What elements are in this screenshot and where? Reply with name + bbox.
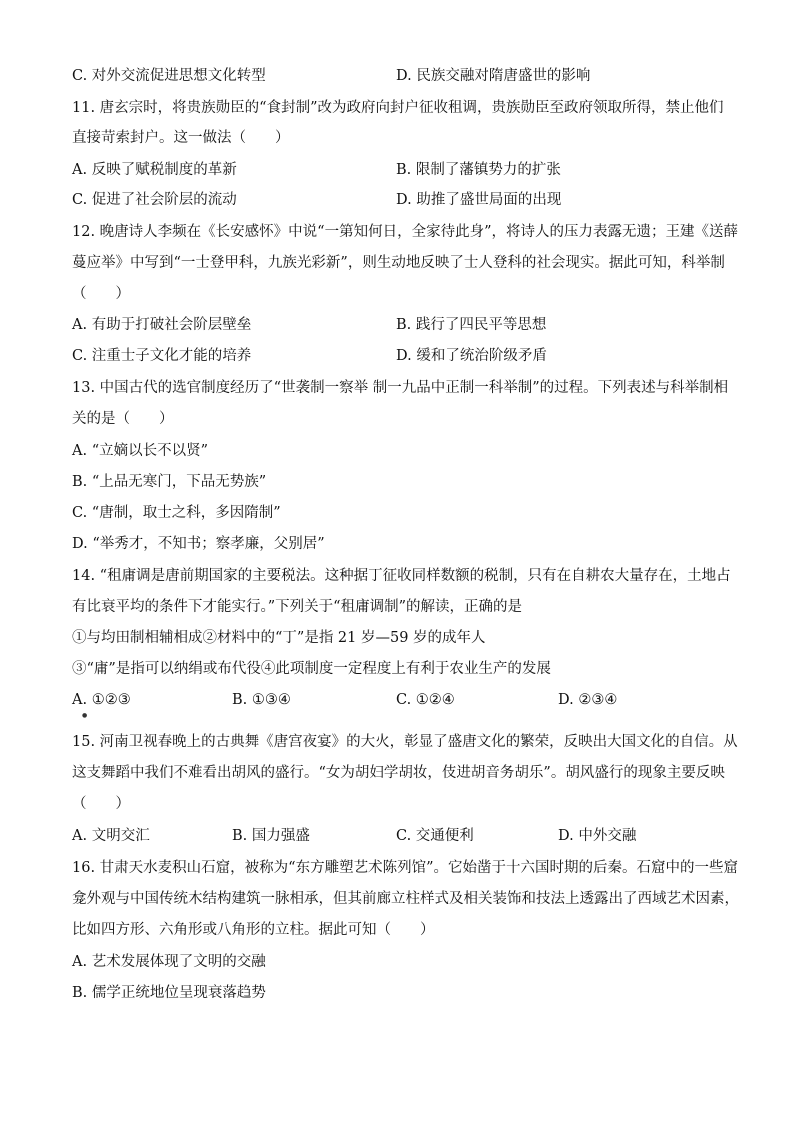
question-14-stem-line-3: ①与均田制相辅相成②材料中的“丁”是指 21 岁—59 岁的成年人 xyxy=(72,630,486,646)
question-14-option-d: D. ②③④ xyxy=(558,692,618,708)
question-11-option-d: D. 助推了盛世局面的出现 xyxy=(396,192,562,208)
question-12-option-d: D. 缓和了统治阶级矛盾 xyxy=(396,348,547,364)
question-15-option-d: D. 中外交融 xyxy=(558,828,637,844)
question-15-option-a: A. 文明交汇 xyxy=(72,828,150,844)
question-12-option-a: A. 有助于打破社会阶层壁垒 xyxy=(72,317,252,333)
question-15-stem-line-2: 这支舞蹈中我们不难看出胡风的盛行。“女为胡妇学胡妆，伎进胡音务胡乐”。胡风盛行的现象主要反映 xyxy=(72,765,725,781)
question-16-option-a: A. 艺术发展体现了文明的交融 xyxy=(72,954,266,970)
question-11-option-b: B. 限制了藩镇势力的扩张 xyxy=(396,162,561,178)
question-16-stem-line-3: 比如四方形、六角形或八角形的立柱。据此可知（ ） xyxy=(72,922,435,938)
option-d: D. 民族交融对隋唐盛世的影响 xyxy=(396,68,591,84)
question-13-stem-line-1: 13. 中国古代的选官制度经历了“世袭制一察举 制一九品中正制一科举制”的过程。下列表述与科举制相 xyxy=(72,380,729,396)
question-15-option-c: C. 交通便利 xyxy=(396,828,474,844)
question-14-stem-line-4: ③“庸”是指可以纳绢或布代役④此项制度一定程度上有利于农业生产的发展 xyxy=(72,661,551,677)
question-12-stem-line-2: 蔓应举》中写到“一士登甲科，九族光彩新”，则生动地反映了士人登科的社会现实。据此可知，科举制 xyxy=(72,255,725,271)
question-15-stem-line-1: 15. 河南卫视春晚上的古典舞《唐宫夜宴》的大火，彰显了盛唐文化的繁荣，反映出大国文化的自信。从 xyxy=(72,734,738,750)
question-15-stem-line-3: （ ） xyxy=(72,796,130,812)
question-14-option-a: A. ①②③ xyxy=(72,692,131,708)
question-14-stem-line-1: 14. “租庸调是唐前期国家的主要税法。这种据丁征收同样数额的税制，只有在自耕农大量存在，土地占 xyxy=(72,568,731,584)
question-12-option-b: B. 践行了四民平等思想 xyxy=(396,317,547,333)
question-15-option-b: B. 国力强盛 xyxy=(232,828,310,844)
question-13-stem-line-2: 关的是（ ） xyxy=(72,411,174,427)
question-11-stem-line-2: 直接苛索封户。这一做法（ ） xyxy=(72,130,290,146)
question-14-option-c: C. ①②④ xyxy=(396,692,455,708)
option-c: C. 对外交流促进思想文化转型 xyxy=(72,68,266,84)
question-16-stem-line-1: 16. 甘肃天水麦积山石窟，被称为“东方雕塑艺术陈列馆”。它始凿于十六国时期的后秦。石窟中的一些窟 xyxy=(72,860,738,876)
question-14-option-b: B. ①③④ xyxy=(232,692,291,708)
question-16-stem-line-2: 龛外观与中国传统木结构建筑一脉相承，但其前廊立柱样式及相关装饰和技法上透露出了西域艺术因素， xyxy=(72,891,739,907)
question-16-option-b: B. 儒学正统地位呈现衰落趋势 xyxy=(72,985,266,1001)
question-13-option-d: D. “举秀才，不知书；察孝廉，父别居” xyxy=(72,536,325,552)
question-11-stem-line-1: 11. 唐玄宗时，将贵族勋臣的“食封制”改为政府向封户征收租调，贵族勋臣至政府领取所得，禁止他们 xyxy=(72,100,724,116)
question-12-stem-line-1: 12. 晚唐诗人李频在《长安感怀》中说“一第知何日，全家待此身”，将诗人的压力表露无遗；王建《送薛 xyxy=(72,224,738,240)
question-13-option-b: B. “上品无寒门，下品无势族” xyxy=(72,474,267,490)
question-11-option-a: A. 反映了赋税制度的革新 xyxy=(72,162,237,178)
question-12-option-c: C. 注重士子文化才能的培养 xyxy=(72,348,252,364)
question-13-option-c: C. “唐制，取士之科，多因隋制” xyxy=(72,505,281,521)
question-14-stem-line-2: 有比衰平均的条件下才能实行。”下列关于“租庸调制”的解读，正确的是 xyxy=(72,599,522,615)
question-11-option-c: C. 促进了社会阶层的流动 xyxy=(72,192,237,208)
question-13-option-a: A. “立嫡以长不以贤” xyxy=(72,443,209,459)
stray-mark: ● xyxy=(82,712,88,719)
question-12-stem-line-3: （ ） xyxy=(72,286,130,302)
